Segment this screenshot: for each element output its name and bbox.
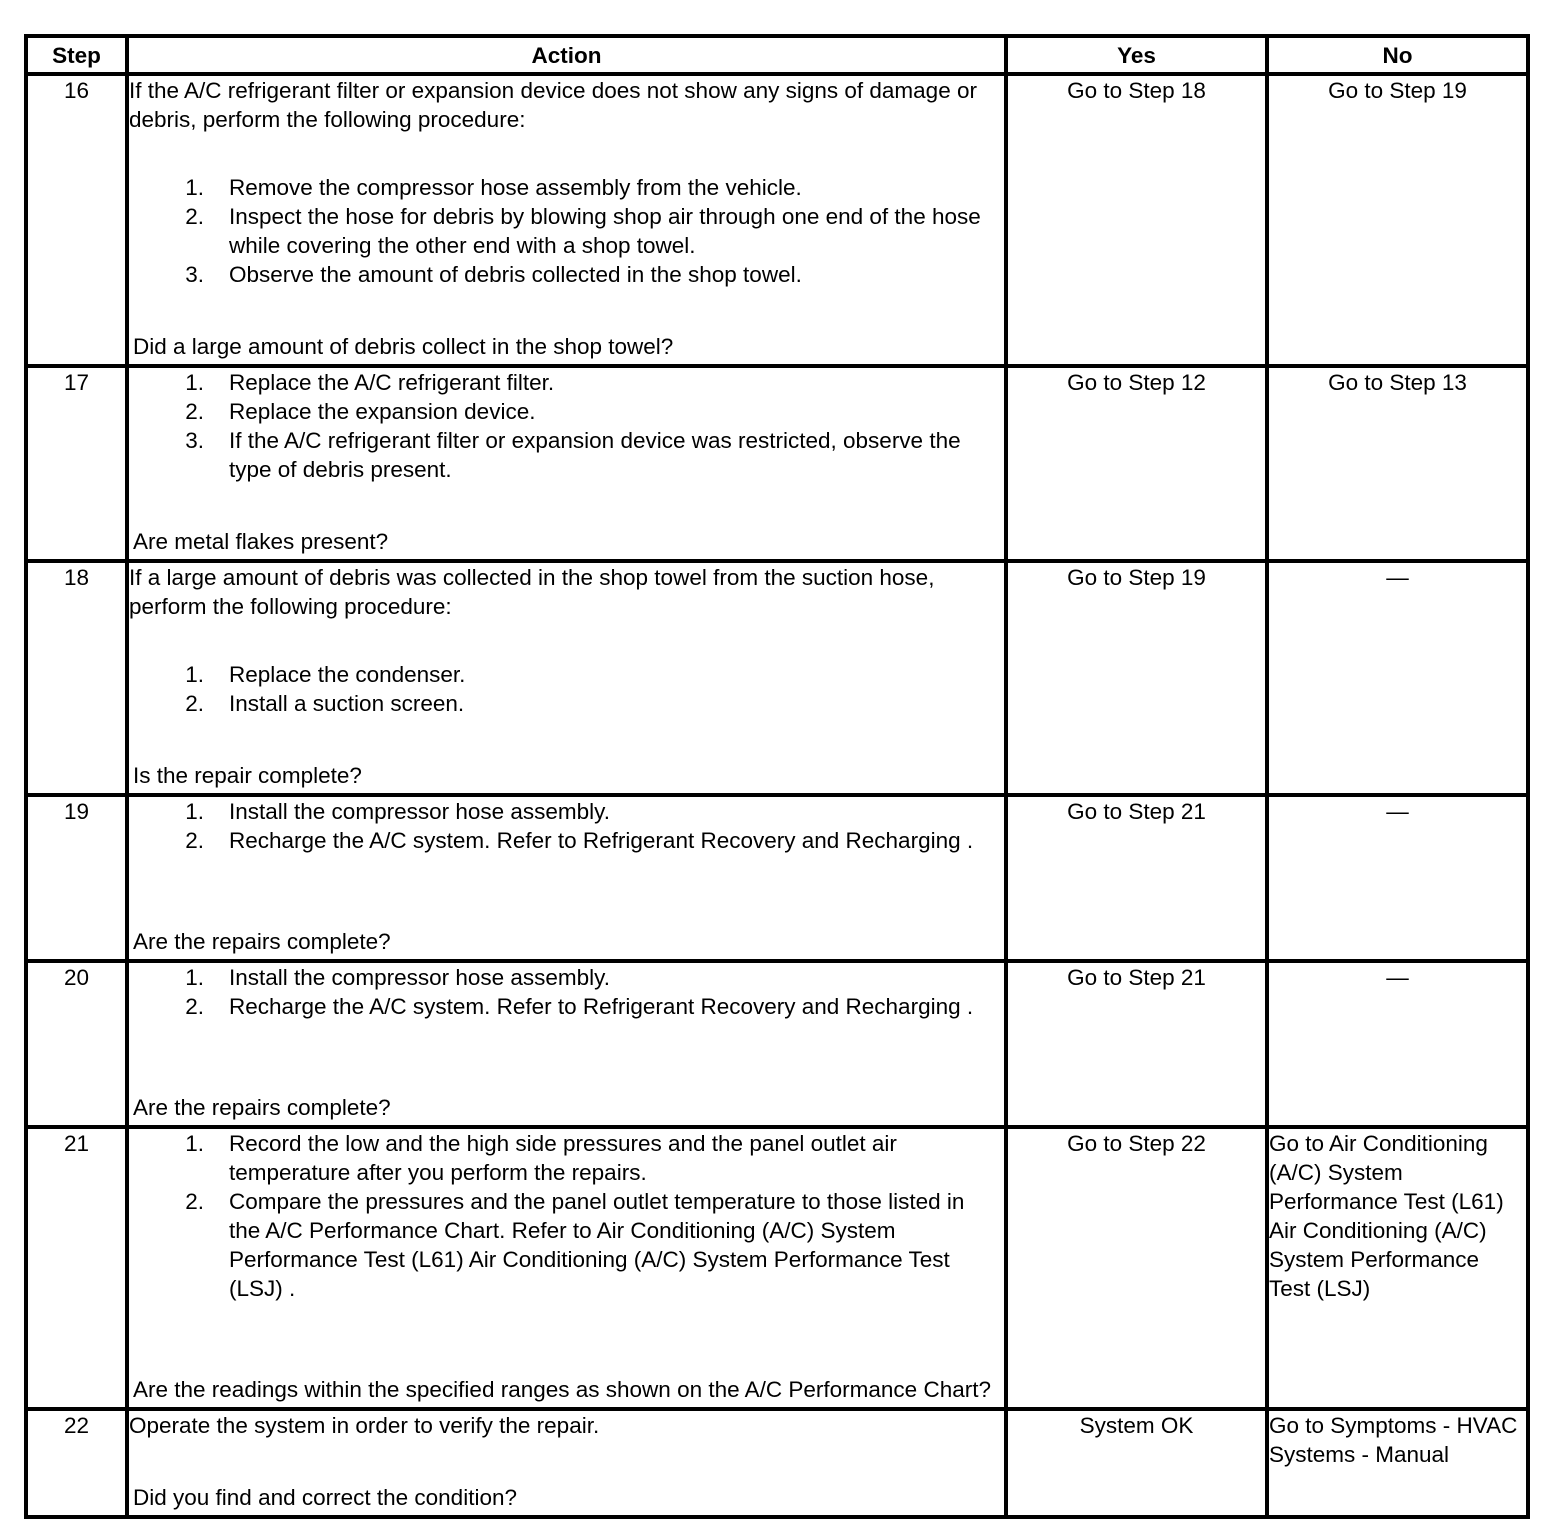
action-cell [127, 1409, 1006, 1517]
procedure-item-number: 1. [185, 662, 204, 687]
procedure-item-number: 2. [185, 994, 204, 1019]
procedure-item-text: Replace the expansion device. [229, 399, 536, 424]
procedure-list [129, 660, 1004, 718]
procedure-item [129, 173, 1004, 202]
procedure-list [129, 173, 1004, 289]
action-question: Are the repairs complete? [133, 1095, 391, 1120]
action-question: Are metal flakes present? [133, 529, 389, 554]
table-row [26, 795, 1528, 961]
procedure-item-text: Observe the amount of debris collected in the shop towel. [229, 262, 802, 287]
action-cell [127, 961, 1006, 1127]
procedure-item-number: 1. [185, 799, 204, 824]
yes-outcome: Go to Step 21 [1006, 795, 1267, 961]
no-outcome: — [1267, 795, 1528, 961]
procedure-item-number: 2. [185, 1189, 204, 1214]
procedure-item-number: 2. [185, 399, 204, 424]
table-row [26, 961, 1528, 1127]
procedure-item [129, 992, 1004, 1021]
procedure-item-number: 2. [185, 828, 204, 853]
header-step: Step [26, 36, 127, 74]
action-intro: Operate the system in order to verify the repair. [129, 1413, 600, 1438]
procedure-item-text: Replace the condenser. [229, 662, 466, 687]
action-intro: If a large amount of debris was collected in the shop towel from the suction hose, perform the following procedure: [129, 565, 935, 619]
action-cell [127, 561, 1006, 795]
no-outcome: — [1267, 561, 1528, 795]
procedure-item [129, 1187, 1004, 1303]
header-action: Action [127, 36, 1006, 74]
table-row [26, 1127, 1528, 1409]
header-yes: Yes [1006, 36, 1267, 74]
procedure-list [129, 963, 1004, 1021]
no-outcome: Go to Air Conditioning (A/C) System Performance Test (L61) Air Conditioning (A/C) System Performance Test (LSJ) [1267, 1127, 1528, 1409]
procedure-item [129, 660, 1004, 689]
procedure-item-text: Recharge the A/C system. Refer to Refrigerant Recovery and Recharging . [229, 828, 974, 853]
action-question: Is the repair complete? [133, 763, 362, 788]
procedure-list [129, 797, 1004, 855]
step-number: 19 [26, 795, 127, 961]
procedure-item-number: 2. [185, 691, 204, 716]
procedure-item [129, 797, 1004, 826]
procedure-list [129, 368, 1004, 484]
step-number: 17 [26, 366, 127, 561]
procedure-item [129, 426, 1004, 484]
procedure-item-number: 3. [185, 428, 204, 453]
action-cell [127, 795, 1006, 961]
no-outcome: Go to Symptoms - HVAC Systems - Manual [1267, 1409, 1528, 1517]
yes-outcome: Go to Step 12 [1006, 366, 1267, 561]
procedure-item-number: 1. [185, 175, 204, 200]
no-outcome: — [1267, 961, 1528, 1127]
table-row [26, 366, 1528, 561]
yes-outcome: Go to Step 22 [1006, 1127, 1267, 1409]
procedure-item-number: 3. [185, 262, 204, 287]
header-no: No [1267, 36, 1528, 74]
procedure-item [129, 963, 1004, 992]
yes-outcome: Go to Step 19 [1006, 561, 1267, 795]
procedure-item-text: Replace the A/C refrigerant filter. [229, 370, 555, 395]
no-outcome: Go to Step 13 [1267, 366, 1528, 561]
procedure-item-text: If the A/C refrigerant filter or expansion device was restricted, observe the type of debris present. [229, 428, 961, 482]
step-number: 18 [26, 561, 127, 795]
procedure-item [129, 368, 1004, 397]
action-question: Are the readings within the specified ranges as shown on the A/C Performance Chart? [133, 1377, 991, 1402]
procedure-item [129, 260, 1004, 289]
table-row [26, 74, 1528, 366]
step-number: 16 [26, 74, 127, 366]
action-question: Did a large amount of debris collect in the shop towel? [133, 334, 674, 359]
procedure-item-text: Recharge the A/C system. Refer to Refrigerant Recovery and Recharging . [229, 994, 974, 1019]
no-outcome: Go to Step 19 [1267, 74, 1528, 366]
procedure-item-text: Compare the pressures and the panel outlet temperature to those listed in the A/C Performance Chart. Refer to Air Conditioning (A/C) System Performance Test (L61) Air Conditioning (A/C) System Performance Test (LSJ) . [229, 1189, 965, 1301]
header-row [26, 36, 1528, 74]
procedure-item-text: Record the low and the high side pressures and the panel outlet air temperature after you perform the repairs. [229, 1131, 897, 1185]
procedure-item-number: 2. [185, 204, 204, 229]
procedure-item-number: 1. [185, 370, 204, 395]
procedure-item [129, 689, 1004, 718]
procedure-item-text: Inspect the hose for debris by blowing shop air through one end of the hose while covering the other end with a shop towel. [229, 204, 981, 258]
procedure-item-text: Install a suction screen. [229, 691, 465, 716]
procedure-item-number: 1. [185, 1131, 204, 1156]
action-cell [127, 1127, 1006, 1409]
yes-outcome: Go to Step 21 [1006, 961, 1267, 1127]
action-question: Did you find and correct the condition? [133, 1485, 517, 1510]
table-row [26, 561, 1528, 795]
yes-outcome: Go to Step 18 [1006, 74, 1267, 366]
procedure-item-number: 1. [185, 965, 204, 990]
procedure-list [129, 1129, 1004, 1303]
table-row [26, 1409, 1528, 1517]
step-number: 22 [26, 1409, 127, 1517]
diagnostic-table [24, 34, 1530, 1519]
procedure-item [129, 1129, 1004, 1187]
step-number: 21 [26, 1127, 127, 1409]
procedure-item [129, 202, 1004, 260]
procedure-item-text: Install the compressor hose assembly. [229, 799, 610, 824]
procedure-item [129, 397, 1004, 426]
action-intro: If the A/C refrigerant filter or expansion device does not show any signs of damage or debris, perform the following procedure: [129, 78, 977, 132]
action-cell [127, 74, 1006, 366]
action-cell [127, 366, 1006, 561]
procedure-item [129, 826, 1004, 855]
procedure-item-text: Install the compressor hose assembly. [229, 965, 610, 990]
yes-outcome: System OK [1006, 1409, 1267, 1517]
step-number: 20 [26, 961, 127, 1127]
action-question: Are the repairs complete? [133, 929, 391, 954]
procedure-item-text: Remove the compressor hose assembly from the vehicle. [229, 175, 802, 200]
